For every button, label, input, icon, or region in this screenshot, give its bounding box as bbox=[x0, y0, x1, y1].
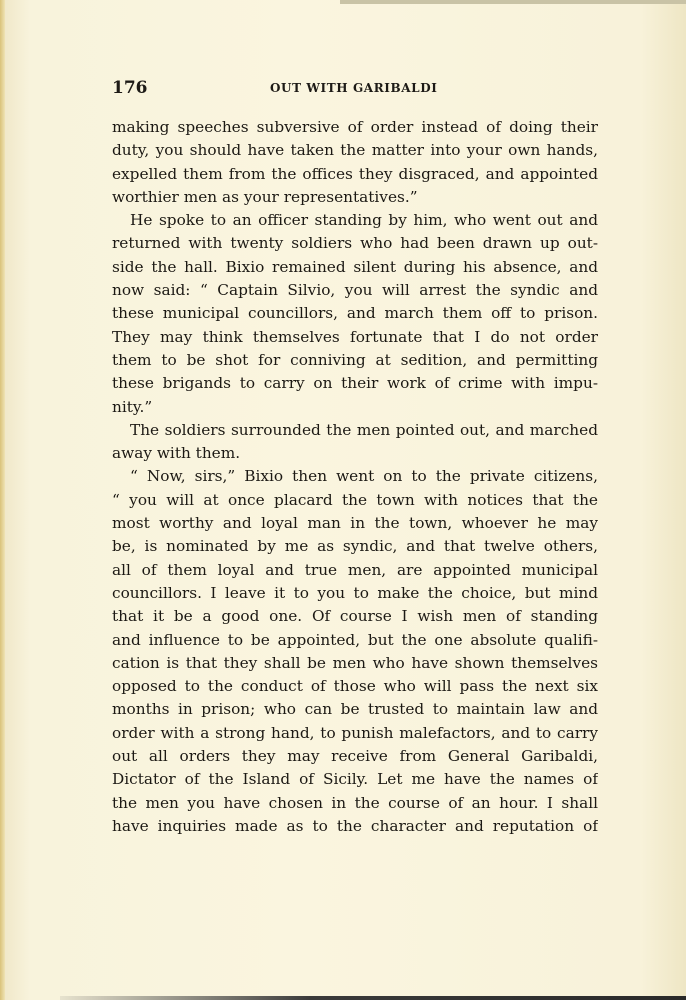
text-line: most worthy and loyal man in the town, whoever he may bbox=[112, 514, 598, 533]
page-number: 176 bbox=[112, 78, 148, 98]
text-line: months in prison; who can be trusted to maintain law and bbox=[112, 700, 598, 719]
text-line: out all orders they may receive from General Garibaldi, bbox=[112, 747, 598, 766]
text-line: “ you will at once placard the town with notices that the bbox=[112, 490, 598, 509]
text-line: cation is that they shall be men who have shown themselves bbox=[112, 653, 598, 672]
text-line: making speeches subversive of order instead of doing their bbox=[112, 118, 598, 136]
text-line: be, is nominated by me as syndic, and that twelve others, bbox=[112, 537, 598, 556]
page-left-edge bbox=[0, 0, 5, 1000]
text-line: away with them. bbox=[112, 444, 241, 463]
running-head bbox=[112, 78, 598, 100]
text-line: The soldiers surrounded the men pointed out, and marched bbox=[130, 420, 598, 439]
text-line: these brigands to carry on their work of crime with impu- bbox=[112, 374, 598, 393]
text-line: nity.” bbox=[112, 397, 153, 416]
body-text bbox=[112, 116, 598, 838]
text-line: They may think themselves fortunate that I do not order bbox=[112, 327, 598, 346]
text-line: these municipal councillors, and march them off to prison. bbox=[112, 304, 598, 323]
text-line: worthier men as your representatives.” bbox=[112, 187, 418, 206]
text-line: side the hall. Bixio remained silent during his absence, and bbox=[112, 257, 598, 276]
text-line: returned with twenty soldiers who had been drawn up out- bbox=[112, 234, 598, 253]
text-line: Dictator of the Island of Sicily. Let me have the names of bbox=[112, 770, 598, 789]
text-line: order with a strong hand, to punish malefactors, and to carry bbox=[112, 723, 598, 742]
text-line: the men you have chosen in the course of an hour. I shall bbox=[112, 793, 598, 812]
text-line: “ Now, sirs,” Bixio then went on to the private citizens, bbox=[130, 467, 598, 486]
text-line: councillors. I leave it to you to make the choice, but mind bbox=[112, 583, 598, 602]
text-line: now said: “ Captain Silvio, you will arrest the syndic and bbox=[112, 281, 598, 300]
text-line: and influence to be appointed, but the one absolute qualifi- bbox=[112, 630, 598, 649]
text-line: He spoke to an officer standing by him, who went out and bbox=[130, 211, 598, 230]
text-line: opposed to the conduct of those who will pass the next six bbox=[112, 677, 598, 696]
text-line: them to be shot for conniving at sedition, and permitting bbox=[112, 350, 598, 369]
text-line: all of them loyal and true men, are appointed municipal bbox=[112, 560, 598, 579]
text-line: duty, you should have taken the matter into your own hands, bbox=[112, 141, 598, 160]
text-line: expelled them from the offices they disgraced, and appointed bbox=[112, 164, 598, 183]
book-title: OUT WITH GARIBALDI bbox=[270, 81, 438, 95]
page-bottom-edge bbox=[60, 996, 686, 1000]
text-line: have inquiries made as to the character and reputation of bbox=[112, 816, 598, 835]
page-top-edge bbox=[340, 0, 686, 4]
text-line: that it be a good one. Of course I wish men of standing bbox=[112, 607, 598, 626]
